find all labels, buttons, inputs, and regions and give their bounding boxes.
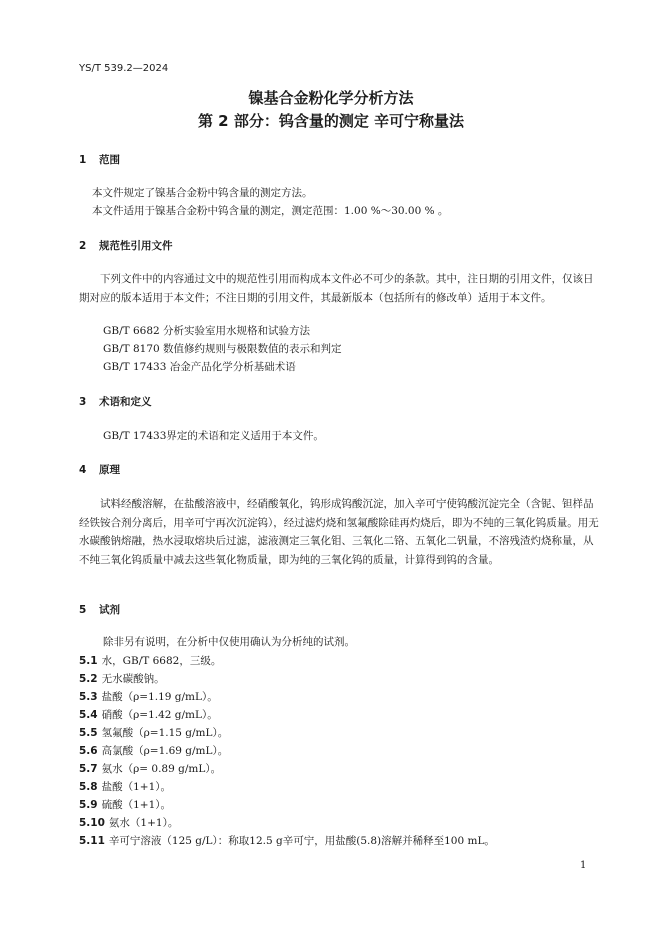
- section-number: 1: [79, 154, 87, 166]
- section-title: 术语和定义: [99, 396, 152, 408]
- item-number: 5.5: [79, 727, 98, 739]
- section-title: 范围: [99, 154, 120, 166]
- section-heading-1: [79, 152, 120, 167]
- reference-item: GB/T 6682 分析实验室用水规格和试验方法: [103, 325, 311, 337]
- reagent-item: [79, 779, 171, 794]
- item-text: 硫酸（1+1）。: [101, 799, 172, 811]
- item-number: 5.2: [79, 673, 98, 685]
- reagent-item: [79, 761, 221, 776]
- item-text: 无水碳酸钠。: [101, 673, 165, 685]
- paragraph: 除非另有说明，在分析中仅使用确认为分析纯的试剂。: [103, 636, 355, 648]
- item-text: 氨水（ρ= 0.89 g/mL）。: [101, 763, 222, 775]
- item-number: 5.9: [79, 799, 98, 811]
- item-number: 5.4: [79, 709, 98, 721]
- section-title: 原理: [99, 464, 120, 476]
- section-heading-2: [79, 238, 173, 253]
- item-text: 氨水（1+1）。: [108, 817, 179, 829]
- item-text: 水，GB/T 6682，三级。: [101, 655, 222, 667]
- item-number: 5.10: [79, 817, 105, 829]
- section-number: 2: [79, 240, 87, 252]
- item-text: 氢氟酸（ρ=1.15 g/mL）。: [101, 727, 229, 739]
- paragraph: 本文件适用于镍基合金粉中钨含量的测定，测定范围：1.00 %～30.00 % 。: [92, 205, 449, 217]
- document-subtitle: 第 2 部分：钨含量的测定 辛可宁称量法: [197, 112, 465, 130]
- item-number: 5.3: [79, 691, 98, 703]
- reagent-item: [79, 653, 221, 668]
- section-number: 5: [79, 604, 87, 616]
- item-number: 5.1: [79, 655, 98, 667]
- item-text: 辛可宁溶液（125 g/L）：称取12.5 g辛可宁，用盐酸(5.8)溶解并稀释至100 mL。: [108, 835, 495, 847]
- item-number: 5.8: [79, 781, 98, 793]
- section-title: 试剂: [99, 604, 120, 616]
- item-number: 5.11: [79, 835, 105, 847]
- item-text: 硝酸（ρ=1.42 g/mL）。: [101, 709, 218, 721]
- reagent-item: [79, 671, 165, 686]
- paragraph: 试料经酸溶解，在盐酸溶液中，经硝酸氧化，钨形成钨酸沉淀，加入辛可宁使钨酸沉淀完全（含铌、钽样品经铁铵合剂分离后，用辛可宁再次沉淀钨），经过滤灼烧和氢氟酸除硅再灼烧后，即为不纯的三氧化钨质量。用无水碳酸钠熔融，热水浸取熔块后过滤，滤液测定三氧化钼、三氧化二铬、五氧化二钒量，不溶残渣灼烧称量，从不纯三氧化钨质量中减去这些氧化物质量，即为纯的三氧化钨的质量，计算得到钨的含量。: [79, 498, 599, 566]
- reference-item: GB/T 8170 数值修约规则与极限数值的表示和判定: [103, 343, 342, 355]
- item-text: 高氯酸（ρ=1.69 g/mL）。: [101, 745, 229, 757]
- item-number: 5.7: [79, 763, 98, 775]
- reagent-item: [79, 815, 178, 830]
- document-title: 镍基合金粉化学分析方法: [248, 89, 414, 107]
- paragraph: GB/T 17433界定的术语和定义适用于本文件。: [103, 430, 324, 442]
- item-text: 盐酸（ρ=1.19 g/mL）。: [101, 691, 218, 703]
- section-number: 4: [79, 464, 87, 476]
- reagent-item: [79, 689, 218, 704]
- reagent-item: [79, 707, 218, 722]
- section-heading-4: [79, 462, 120, 477]
- item-number: 5.6: [79, 745, 98, 757]
- reagent-item: [79, 833, 495, 848]
- paragraph: 本文件规定了镍基合金粉中钨含量的测定方法。: [92, 187, 313, 199]
- standard-number: YS/T 539.2—2024: [79, 63, 169, 74]
- paragraph: 下列文件中的内容通过文中的规范性引用而构成本文件必不可少的条款。其中，注日期的引用文件，仅该日期对应的版本适用于本文件；不注日期的引用文件，其最新版本（包括所有的修改单）适用于本文件。: [79, 273, 594, 304]
- page-number: 1: [580, 860, 587, 871]
- section-title: 规范性引用文件: [99, 240, 173, 252]
- section-heading-3: [79, 394, 152, 409]
- reagent-item: [79, 725, 228, 740]
- section-number: 3: [79, 396, 87, 408]
- reagent-item: [79, 797, 171, 812]
- section-heading-5: [79, 602, 120, 617]
- reference-item: GB/T 17433 冶金产品化学分析基础术语: [103, 361, 296, 373]
- reagent-item: [79, 743, 228, 758]
- item-text: 盐酸（1+1）。: [101, 781, 172, 793]
